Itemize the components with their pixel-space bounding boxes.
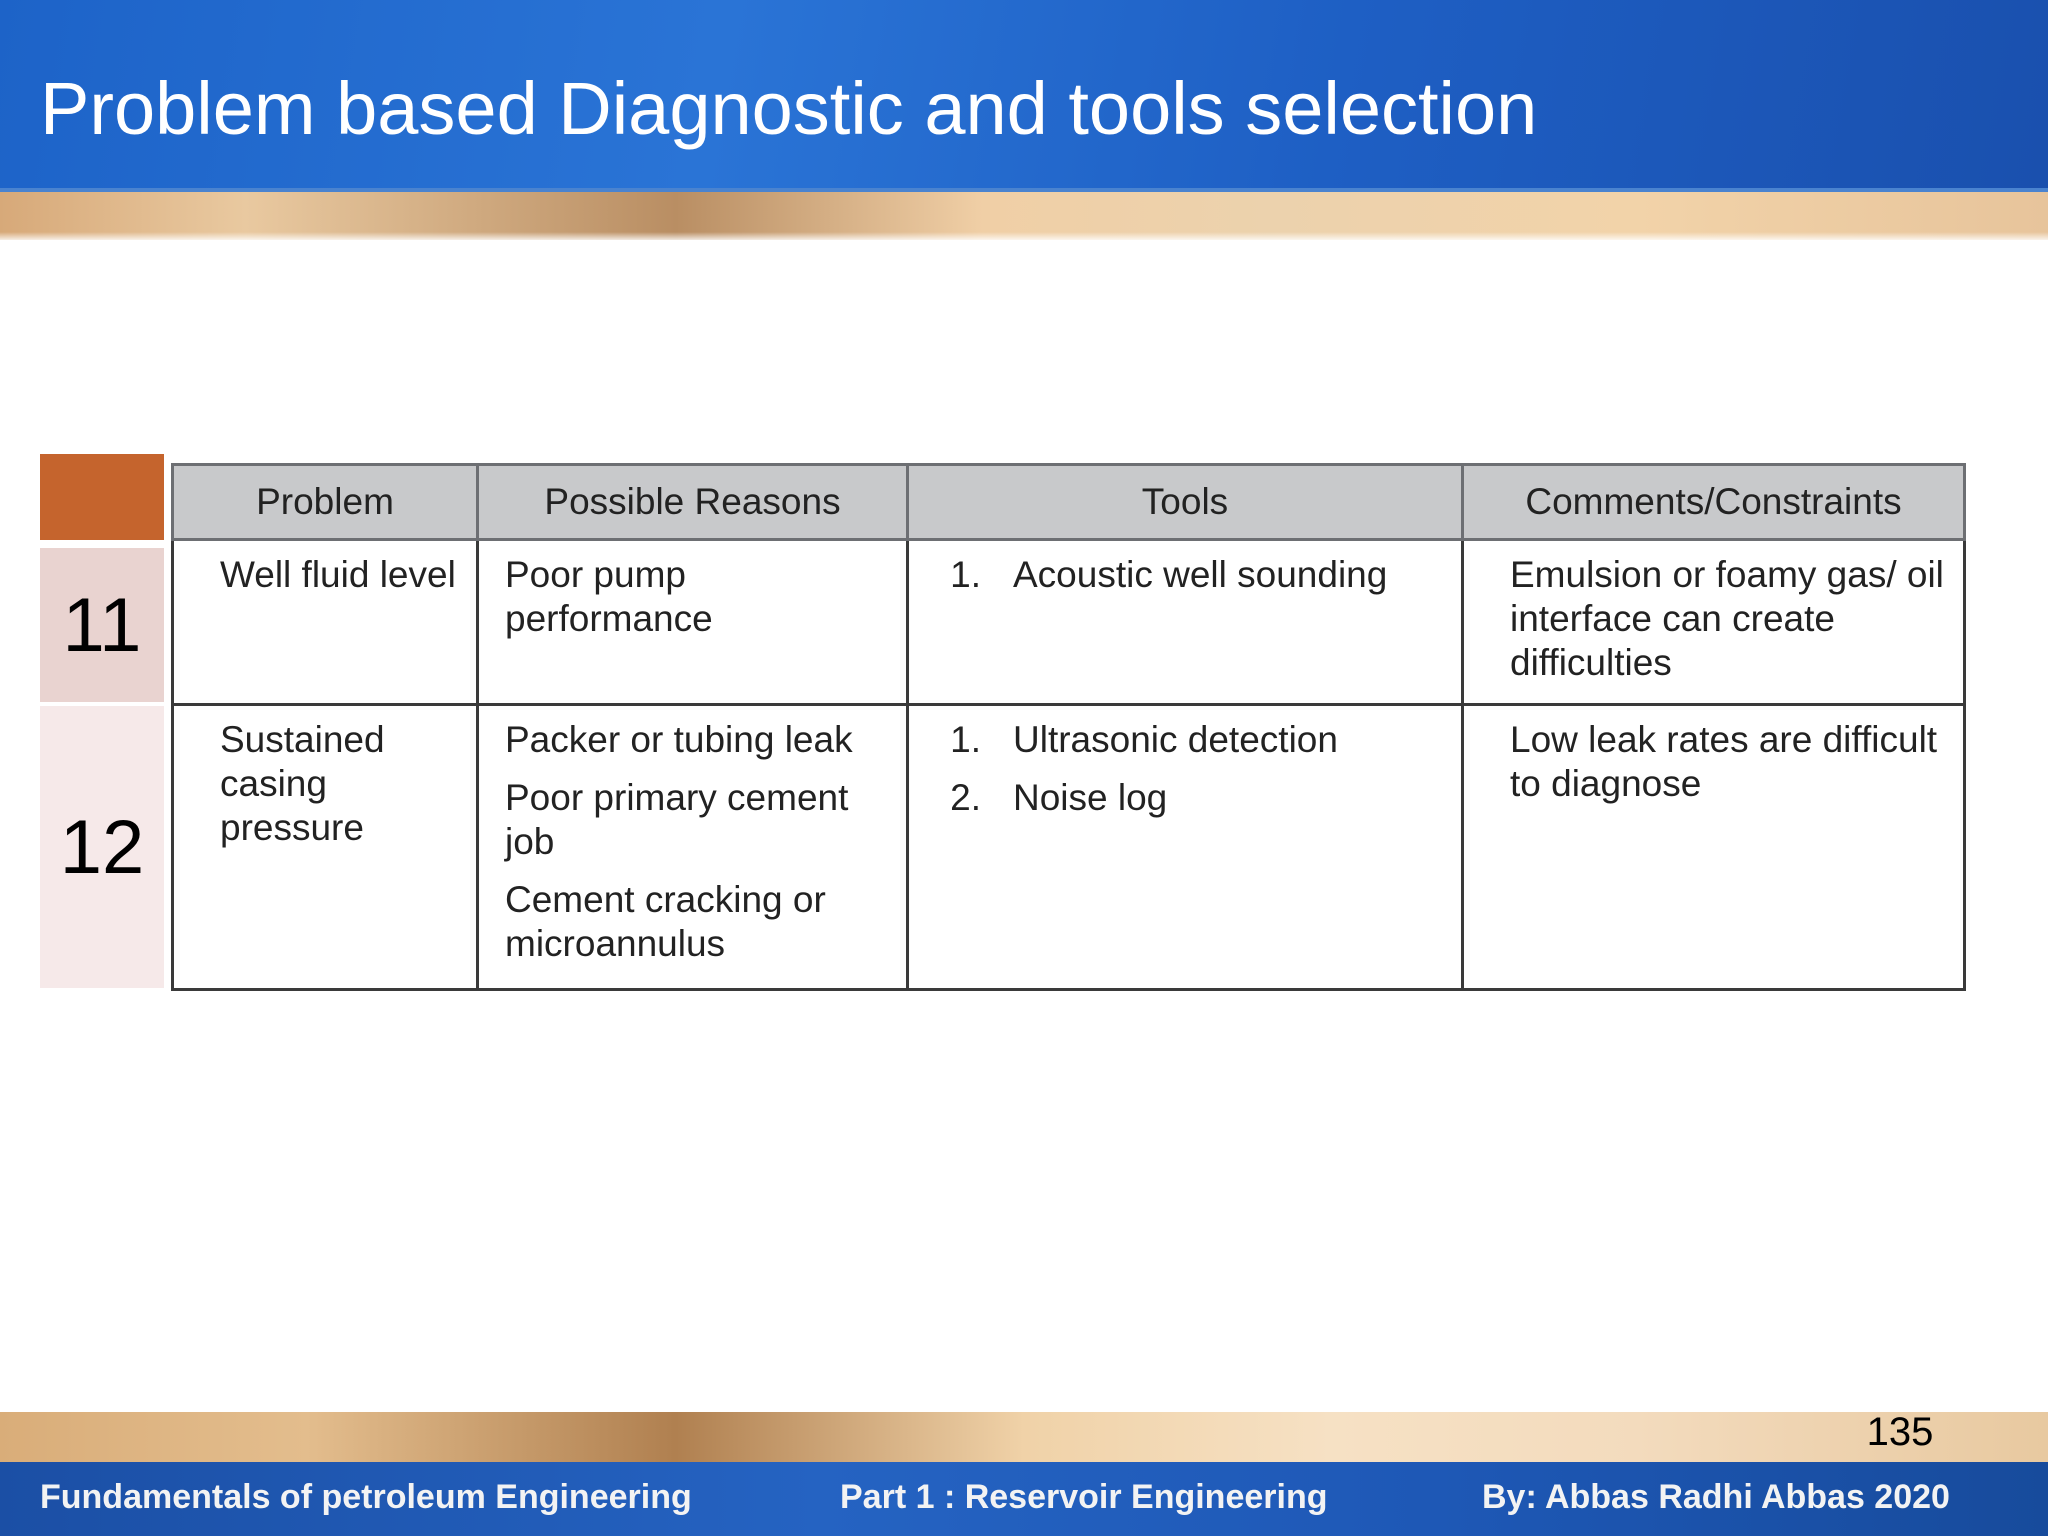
row-number-header-block (40, 454, 164, 540)
tool-item (909, 718, 1451, 762)
problem-cell: Well fluid level (173, 540, 478, 705)
tools-cell (908, 705, 1463, 990)
diagnostic-table (171, 463, 1966, 991)
reasons-cell (478, 540, 908, 705)
column-header-problem: Problem (173, 465, 478, 540)
column-header-tools: Tools (908, 465, 1463, 540)
table-row (173, 540, 1965, 705)
tool-number: 1. (950, 554, 981, 595)
tool-item (909, 776, 1451, 820)
table-row (173, 705, 1965, 990)
tool-item (909, 553, 1451, 597)
reason-item: Packer or tubing leak (505, 719, 853, 760)
reasons-cell (478, 705, 908, 990)
tool-number: 2. (950, 777, 981, 818)
row-number-12: 12 (40, 706, 164, 988)
row-number-11: 11 (40, 548, 164, 702)
table-header-row (173, 465, 1965, 540)
comments-cell: Low leak rates are difficult to diagnose (1463, 705, 1965, 990)
column-header-comments: Comments/Constraints (1463, 465, 1965, 540)
problem-cell: Sustained casing pressure (173, 705, 478, 990)
tools-list (909, 553, 1451, 597)
slide-title: Problem based Diagnostic and tools selection (40, 67, 1538, 150)
footer-part-title: Part 1 : Reservoir Engineering (840, 1478, 1328, 1516)
tools-list (909, 718, 1451, 820)
footer-course-title: Fundamentals of petroleum Engineering (40, 1478, 692, 1516)
title-accent-stripe (0, 188, 2048, 240)
comments-cell: Emulsion or foamy gas/ oil interface can create difficulties (1463, 540, 1965, 705)
tool-text: Noise log (1013, 777, 1168, 818)
footer-accent-stripe (0, 1412, 2048, 1462)
page-number: 135 (1866, 1410, 1934, 1454)
tool-text: Acoustic well sounding (1013, 554, 1388, 595)
tool-text: Ultrasonic detection (1013, 719, 1338, 760)
tool-number: 1. (950, 719, 981, 760)
tools-cell (908, 540, 1463, 705)
column-header-possible-reasons: Possible Reasons (478, 465, 908, 540)
footer-author: By: Abbas Radhi Abbas 2020 (1482, 1478, 1950, 1516)
reason-item: Cement cracking or microannulus (505, 879, 826, 964)
reason-item: Poor pump performance (505, 554, 713, 639)
reason-item: Poor primary cement job (505, 777, 849, 862)
